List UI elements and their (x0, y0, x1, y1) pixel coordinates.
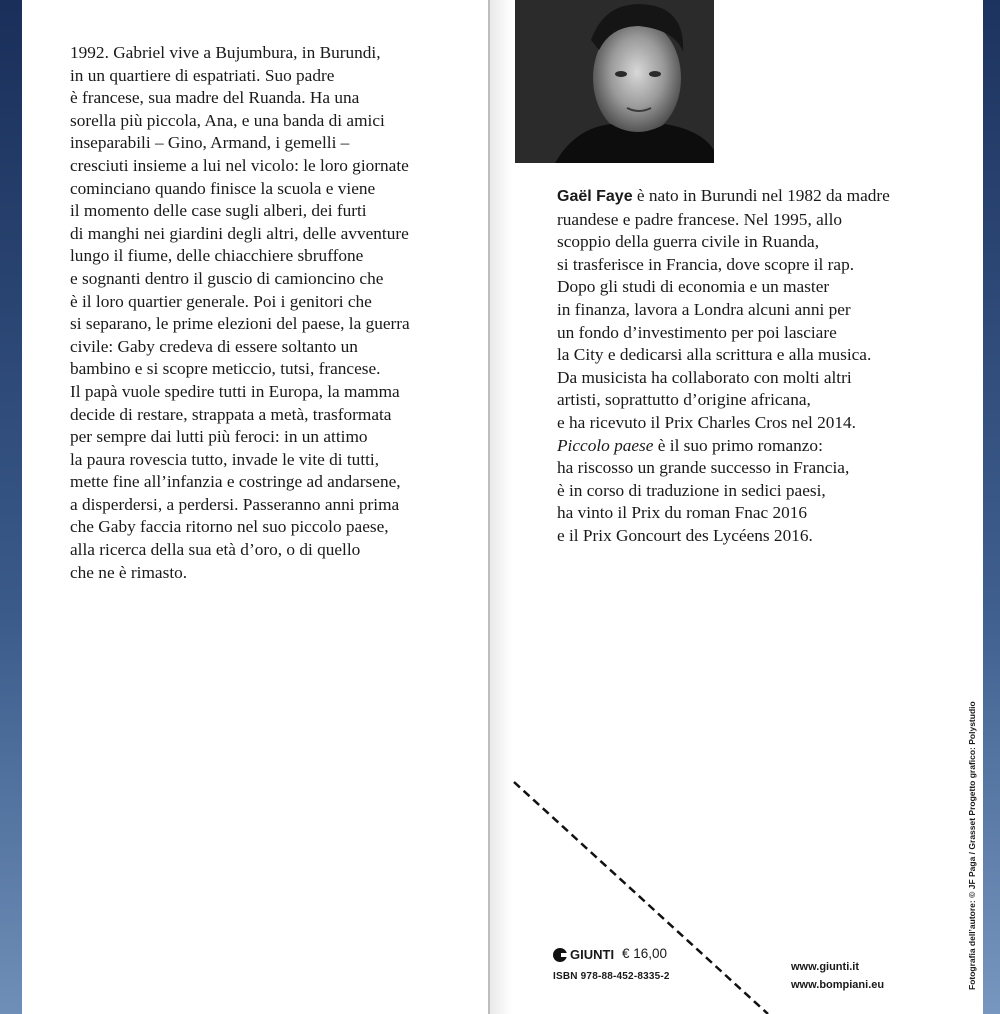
synopsis-line: bambino e si scopre meticcio, tutsi, francese. (70, 359, 381, 379)
website-link[interactable]: www.bompiani.eu (791, 979, 885, 991)
bio-line: un fondo d’investimento per poi lasciare (557, 322, 837, 342)
synopsis-line: in un quartiere di espatriati. Suo padre (70, 65, 335, 85)
bio-line: e il Prix Goncourt des Lycéens 2016. (557, 525, 813, 545)
book-title: Piccolo paese (557, 435, 654, 455)
bio-line: la City e dedicarsi alla scrittura e alla musica. (557, 345, 872, 365)
synopsis-line: a disperdersi, a perdersi. Passeranno anni prima (70, 494, 400, 514)
synopsis-line: cominciano quando finisce la scuola e viene (70, 178, 376, 198)
bio-line: si trasferisce in Francia, dove scopre il rap. (557, 254, 855, 274)
synopsis-line: di manghi nei giardini degli altri, delle avventure (70, 223, 409, 243)
cover-edge-left (0, 0, 22, 1014)
synopsis-line: decide di restare, strappata a metà, trasformata (70, 404, 392, 424)
synopsis-line: Il papà vuole spedire tutti in Europa, la mamma (70, 381, 400, 401)
bio-line: in finanza, lavora a Londra alcuni anni per (557, 299, 851, 319)
synopsis-line: 1992. Gabriel vive a Bujumbura, in Burundi, (70, 43, 381, 62)
websites (791, 958, 884, 994)
bio-line: Dopo gli studi di economia e un master (557, 277, 830, 297)
credits: Fotografia dell’autore: © JF Paga / Grasset Progetto grafico: Polystudio (967, 701, 977, 990)
bio-line: artisti, soprattutto d’origine africana, (557, 390, 811, 410)
bio-line: ha riscosso un grande successo in Francia, (557, 458, 850, 478)
synopsis-line: mette fine all’infanzia e costringe ad andarsene, (70, 472, 401, 492)
author-portrait-illustration (515, 0, 714, 163)
synopsis-line: alla ricerca della sua età d’oro, o di quello (70, 540, 361, 560)
synopsis-line: si separano, le prime elezioni del paese, la guerra (70, 314, 410, 334)
bio-line: scoppio della guerra civile in Ruanda, (557, 232, 820, 252)
bio-line: Da musicista ha collaborato con molti altri (557, 367, 852, 387)
isbn: ISBN 978-88-452-8335-2 (553, 971, 670, 982)
synopsis-line: è francese, sua madre del Ruanda. Ha una (70, 88, 360, 108)
synopsis-line: la paura rovescia tutto, invade le vite di tutti, (70, 449, 380, 469)
synopsis-line: lungo il fiume, delle chiacchiere sbruffone (70, 246, 364, 266)
website-link[interactable]: www.giunti.it (791, 961, 860, 973)
bio-line: ha vinto il Prix du roman Fnac 2016 (557, 503, 808, 523)
bio-lines-after (557, 457, 967, 547)
synopsis-line: inseparabili – Gino, Armand, i gemelli – (70, 133, 350, 153)
author-bio (557, 185, 967, 548)
publisher-name: GIUNTI (570, 947, 615, 962)
price: € 16,00 (622, 946, 668, 961)
synopsis-line: sorella più piccola, Ana, e una banda di amici (70, 110, 385, 130)
author-photo (515, 0, 714, 163)
bio-lines (557, 209, 967, 435)
bio-line: ruandese e padre francese. Nel 1995, allo (557, 209, 843, 229)
synopsis-line: che ne è rimasto. (70, 562, 188, 582)
synopsis-line: che Gaby faccia ritorno nel suo piccolo paese, (70, 517, 389, 537)
synopsis-line: e sognanti dentro il guscio di camioncino che (70, 268, 384, 288)
synopsis (70, 42, 480, 584)
bio-line: è in corso di traduzione in sedici paesi, (557, 480, 826, 500)
synopsis-line: il momento delle case sugli alberi, dei furti (70, 201, 367, 221)
cover-edge-right (983, 0, 1000, 1014)
fold-shadow (490, 0, 512, 1014)
synopsis-line: è il loro quartier generale. Poi i genitori che (70, 291, 372, 311)
giunti-logo-icon (553, 948, 567, 962)
bio-line: Piccolo paese è il suo primo romanzo: (557, 435, 823, 455)
bio-line: e ha ricevuto il Prix Charles Cros nel 2014. (557, 412, 857, 432)
synopsis-line: cresciuti insieme a lui nel vicolo: le loro giornate (70, 155, 409, 175)
bio-line: Gaël Faye è nato in Burundi nel 1982 da madre (557, 186, 890, 205)
synopsis-line: civile: Gaby credeva di essere soltanto un (70, 336, 358, 356)
synopsis-line: per sempre dai lutti più feroci: in un attimo (70, 427, 368, 447)
publisher-logo (553, 947, 614, 962)
author-name: Gaël Faye (557, 188, 633, 205)
